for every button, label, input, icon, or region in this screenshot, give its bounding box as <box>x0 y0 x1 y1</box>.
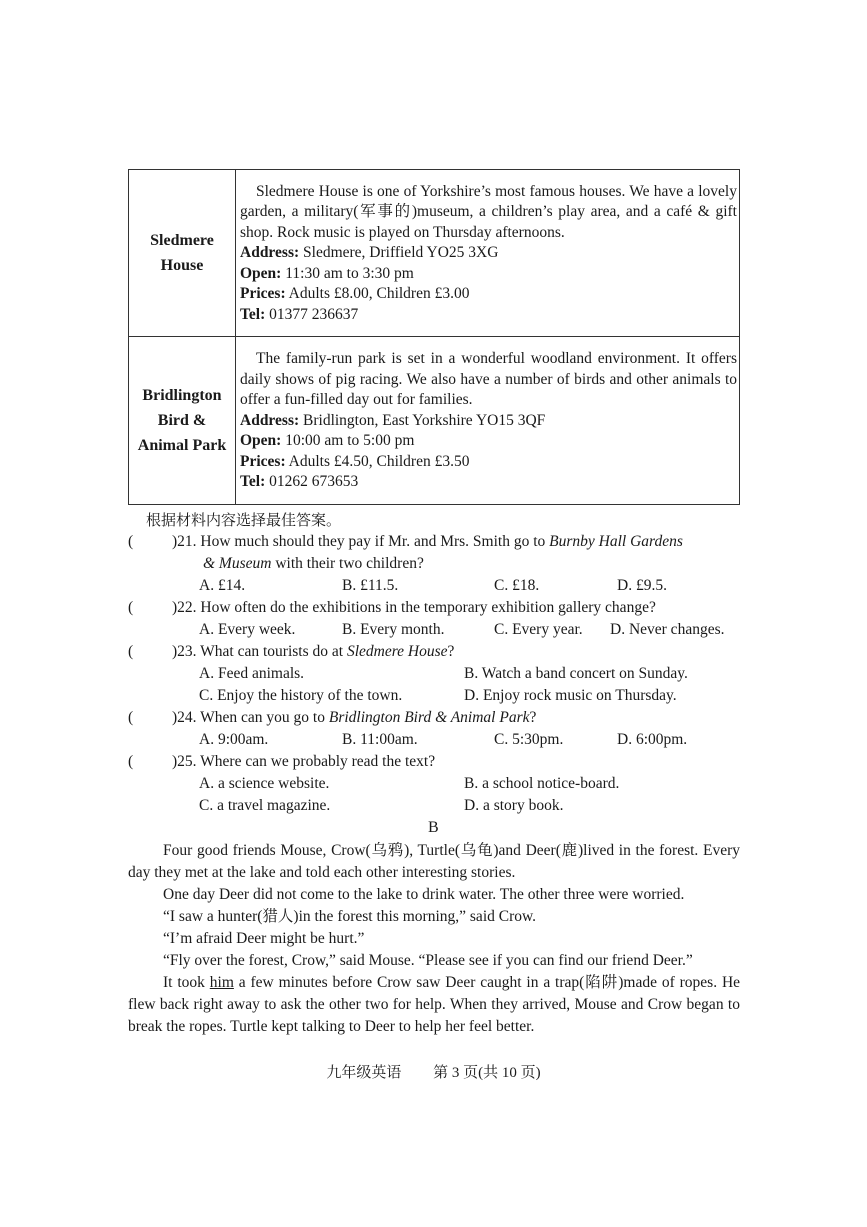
option[interactable]: C. a travel magazine. <box>199 797 331 814</box>
options-row <box>128 773 743 795</box>
question-23 <box>128 641 743 707</box>
venue-info <box>236 337 740 505</box>
footer-page-number: 第 3 页(共 10 页) <box>433 1065 541 1081</box>
venue-description: The family-run park is set in a wonderful woodland environment. It offers daily shows of pig racing. We also have a number of birds and other animals to offer a fun-filled day out for families. <box>240 350 737 409</box>
question-line: ( )25. Where can we probably read the text? <box>128 751 743 773</box>
venue-name-line: Animal Park <box>137 437 227 454</box>
reading-passage <box>128 840 740 1038</box>
option[interactable]: B. Watch a band concert on Sunday. <box>464 665 688 682</box>
venue-name-line: Bird & <box>157 412 207 429</box>
underlined-word: him <box>209 974 234 991</box>
venue-name <box>129 170 236 337</box>
option[interactable]: D. a story book. <box>464 797 564 814</box>
options-row <box>128 729 743 751</box>
option[interactable]: D. £9.5. <box>617 577 667 594</box>
option[interactable]: C. Enjoy the history of the town. <box>199 687 403 704</box>
options-row <box>128 575 743 597</box>
venue-tel: Tel: 01262 673653 <box>240 473 359 491</box>
venue-address: Address: Sledmere, Driffield YO25 3XG <box>240 244 499 262</box>
option[interactable]: D. 6:00pm. <box>617 731 688 748</box>
answer-blank[interactable]: ( <box>128 643 134 660</box>
venue-name-line: House <box>160 257 204 274</box>
passage-paragraph: “Fly over the forest, Crow,” said Mouse. “Please see if you can find our friend Deer.” <box>163 952 693 969</box>
question-line: ( )21. How much should they pay if Mr. and Mrs. Smith go to Burnby Hall Gardens <box>128 531 743 553</box>
option[interactable]: B. Every month. <box>342 621 445 638</box>
venue-prices: Prices: Adults £4.50, Children £3.50 <box>240 452 470 470</box>
venue-open: Open: 11:30 am to 3:30 pm <box>240 264 414 282</box>
venue-name-line: Sledmere <box>150 232 214 249</box>
passage-paragraph: It took him a few minutes before Crow saw Deer caught in a trap(陷阱)made of ropes. He flew back right away to ask the other two for help. When they arrived, Mouse and Crow began to break the ropes. Turtle kept talking to Deer to help her feel better. <box>128 974 741 1035</box>
answer-blank[interactable]: ( <box>128 709 134 726</box>
option[interactable]: B. £11.5. <box>342 577 399 594</box>
answer-blank[interactable]: ( <box>128 533 134 550</box>
venue-row <box>129 170 740 337</box>
option[interactable]: B. a school notice-board. <box>464 775 620 792</box>
venue-name <box>129 337 236 505</box>
question-24 <box>128 707 743 751</box>
question-21 <box>128 531 743 597</box>
question-22 <box>128 597 743 641</box>
options-row <box>128 685 743 707</box>
page-footer <box>0 1061 867 1082</box>
question-line: ( )24. When can you go to Bridlington Bird & Animal Park? <box>128 707 743 729</box>
option[interactable]: A. Every week. <box>199 621 296 638</box>
venue-open: Open: 10:00 am to 5:00 pm <box>240 432 415 450</box>
option[interactable]: A. a science website. <box>199 775 330 792</box>
options-row <box>128 663 743 685</box>
passage-paragraph: Four good friends Mouse, Crow(乌鸦), Turtle(乌龟)and Deer(鹿)lived in the forest. Every day they met at the lake and told each other interesting stories. <box>128 842 740 881</box>
venue-name-line: Bridlington <box>142 387 222 404</box>
venue-row <box>129 337 740 505</box>
venue-address: Address: Bridlington, East Yorkshire YO15 3QF <box>240 411 546 429</box>
answer-blank[interactable]: ( <box>128 753 134 770</box>
option[interactable]: D. Enjoy rock music on Thursday. <box>464 687 677 704</box>
venue-prices: Prices: Adults £8.00, Children £3.00 <box>240 285 470 303</box>
option[interactable]: C. 5:30pm. <box>494 731 564 748</box>
option[interactable]: A. Feed animals. <box>199 665 305 682</box>
section-heading: B <box>428 819 439 836</box>
venue-info <box>236 170 740 337</box>
passage-paragraph: One day Deer did not come to the lake to drink water. The other three were worried. <box>163 886 685 903</box>
option[interactable]: C. £18. <box>494 577 540 594</box>
question-25 <box>128 751 743 817</box>
options-row <box>128 619 743 641</box>
option[interactable]: D. Never changes. <box>610 621 725 638</box>
question-line: ( )23. What can tourists do at Sledmere House? <box>128 641 743 663</box>
venue-description: Sledmere House is one of Yorkshire’s most famous houses. We have a lovely garden, a military(军事的)museum, a children’s play area, and a café & gift shop. Rock music is played on Thursday afternoons. <box>240 182 737 241</box>
option[interactable]: A. 9:00am. <box>199 731 269 748</box>
options-row <box>128 795 743 817</box>
answer-blank[interactable]: ( <box>128 599 134 616</box>
footer-subject: 九年级英语 <box>326 1065 402 1081</box>
venue-table <box>128 169 740 505</box>
option[interactable]: C. Every year. <box>494 621 583 638</box>
question-line: & Museum with their two children? <box>203 555 424 572</box>
option[interactable]: A. £14. <box>199 577 246 594</box>
question-line: ( )22. How often do the exhibitions in the temporary exhibition gallery change? <box>128 597 743 619</box>
passage-paragraph: “I’m afraid Deer might be hurt.” <box>163 930 365 947</box>
option[interactable]: B. 11:00am. <box>342 731 418 748</box>
venue-tel: Tel: 01377 236637 <box>240 305 359 323</box>
instruction: 根据材料内容选择最佳答案。 <box>146 511 342 529</box>
passage-paragraph: “I saw a hunter(猎人)in the forest this morning,” said Crow. <box>163 908 537 925</box>
